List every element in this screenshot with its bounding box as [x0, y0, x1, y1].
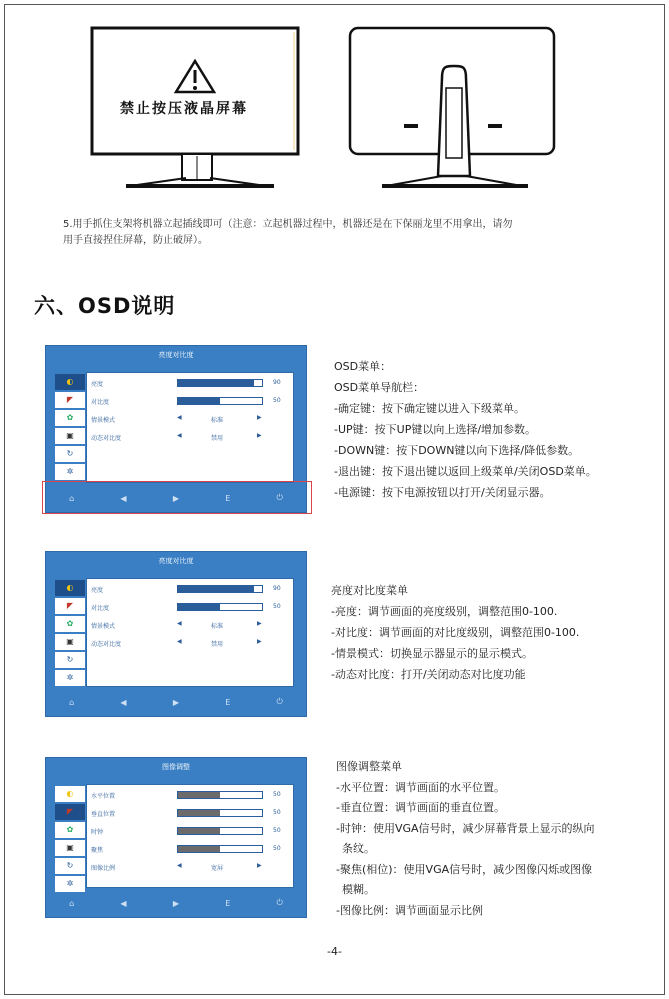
- osd-row[interactable]: [91, 789, 289, 801]
- osd-row-label: 动态对比度: [91, 641, 122, 648]
- osd-row-label: 亮度: [91, 587, 104, 594]
- description-line: 模糊。: [342, 883, 375, 896]
- warning-text: 禁止按压液晶屏幕: [120, 101, 248, 117]
- osd-content-panel: [86, 578, 294, 687]
- osd-sidebar: [55, 786, 85, 894]
- osd-row-option: 禁用: [211, 435, 224, 442]
- osd-row[interactable]: [91, 861, 289, 873]
- osd-row-option: 标准: [211, 417, 224, 424]
- osd-slider-fill: [178, 398, 220, 404]
- description-line: -聚焦(相位)：使用VGA信号时，减少图像闪烁或图像: [336, 862, 593, 876]
- page-number: -4-: [327, 945, 342, 958]
- osd-slider-fill: [178, 792, 220, 798]
- osd-row[interactable]: [91, 807, 289, 819]
- osd-row-label: 对比度: [91, 399, 110, 406]
- other-settings-icon[interactable]: ✲: [55, 464, 85, 480]
- left-arrow-icon[interactable]: ◀: [177, 862, 182, 869]
- osd-slider[interactable]: [177, 791, 263, 799]
- osd-settings-icon[interactable]: ▣: [55, 840, 85, 856]
- nav-highlight-box: [42, 481, 312, 514]
- description-line: -图像比例：调节画面显示比例: [336, 903, 483, 917]
- osd-slider-fill: [178, 828, 220, 834]
- osd-row-value: 50: [273, 845, 281, 852]
- osd-row-label: 水平位置: [91, 793, 116, 800]
- osd-row[interactable]: [91, 431, 289, 443]
- osd-slider[interactable]: [177, 379, 263, 387]
- osd-row-option: 禁用: [211, 641, 224, 648]
- description-line: 亮度对比度菜单: [331, 584, 408, 597]
- osd-settings-icon[interactable]: ▣: [55, 634, 85, 650]
- osd-content-panel: [86, 372, 294, 483]
- caution-text: [63, 217, 513, 249]
- right-arrow-icon[interactable]: ▶: [257, 638, 262, 645]
- osd-row-label: 对比度: [91, 605, 110, 612]
- osd-slider-fill: [178, 380, 254, 386]
- right-icon[interactable]: ▶: [172, 898, 179, 908]
- right-icon[interactable]: ▶: [172, 493, 179, 503]
- osd-row-value: 50: [273, 827, 281, 834]
- left-icon[interactable]: ◀: [120, 493, 127, 503]
- osd-title: 图像调整: [162, 763, 190, 771]
- description-line: 条纹。: [342, 842, 375, 855]
- right-arrow-icon[interactable]: ▶: [257, 862, 262, 869]
- left-arrow-icon[interactable]: ◀: [177, 620, 182, 627]
- right-arrow-icon[interactable]: ▶: [257, 620, 262, 627]
- section-title: 六、OSD说明: [34, 294, 176, 318]
- osd-sidebar: [55, 374, 85, 482]
- exit-icon[interactable]: E: [225, 697, 231, 707]
- osd-row-value: 90: [273, 585, 281, 592]
- right-arrow-icon[interactable]: ▶: [257, 414, 262, 421]
- description-line: OSD菜单导航栏：: [334, 381, 425, 394]
- osd-row-label: 聚焦: [91, 847, 104, 854]
- power-icon[interactable]: ⏻: [276, 898, 283, 907]
- description-line: -亮度：调节画面的亮度级别，调整范围0-100.: [331, 605, 558, 618]
- osd-row[interactable]: [91, 637, 289, 649]
- osd-row[interactable]: [91, 843, 289, 855]
- left-arrow-icon[interactable]: ◀: [177, 432, 182, 439]
- osd-row-value: 50: [273, 809, 281, 816]
- reset-icon[interactable]: ↻: [55, 858, 85, 874]
- color-icon[interactable]: ✿: [55, 410, 85, 426]
- color-icon[interactable]: ✿: [55, 822, 85, 838]
- other-settings-icon[interactable]: ✲: [55, 670, 85, 686]
- description-line: -确定键：按下确定键以进入下级菜单。: [334, 402, 525, 415]
- left-icon[interactable]: ◀: [120, 898, 127, 908]
- description-line: -动态对比度：打开/关闭动态对比度功能: [331, 668, 526, 681]
- home-icon[interactable]: ⌂: [69, 898, 75, 908]
- description-line: -水平位置：调节画面的水平位置。: [336, 780, 505, 794]
- osd-row-label: 情景模式: [91, 623, 116, 630]
- caution-line-2: 用手直接捏住屏幕，防止破屏）。: [63, 235, 208, 246]
- home-icon[interactable]: ⌂: [69, 493, 75, 503]
- brightness-icon[interactable]: ◐: [55, 786, 85, 802]
- osd-row-label: 时钟: [91, 829, 104, 836]
- description-line: -退出键：按下退出键以返回上级菜单/关闭OSD菜单。: [334, 465, 597, 478]
- osd-row[interactable]: [91, 825, 289, 837]
- osd-settings-icon[interactable]: ▣: [55, 428, 85, 444]
- left-arrow-icon[interactable]: ◀: [177, 638, 182, 645]
- image-icon[interactable]: ◤: [55, 598, 85, 614]
- osd-row[interactable]: [91, 377, 289, 389]
- osd-row-value: 50: [273, 791, 281, 798]
- exit-icon[interactable]: E: [225, 898, 231, 908]
- right-arrow-icon[interactable]: ▶: [257, 432, 262, 439]
- other-settings-icon[interactable]: ✲: [55, 876, 85, 892]
- brightness-icon[interactable]: ◐: [55, 580, 85, 596]
- osd-row-label: 情景模式: [91, 417, 116, 424]
- osd-content-panel: [86, 784, 294, 888]
- description-line: -时钟：使用VGA信号时，减少屏幕背景上显示的纵向: [336, 821, 595, 835]
- osd-slider[interactable]: [177, 827, 263, 835]
- osd-row-label: 动态对比度: [91, 435, 122, 442]
- description-line: OSD菜单：: [334, 360, 392, 373]
- osd-slider[interactable]: [177, 845, 263, 853]
- osd-row-option: 标准: [211, 623, 224, 630]
- osd-title: 亮度对比度: [158, 351, 194, 359]
- description-line: -电源键：按下电源按钮以打开/关闭显示器。: [334, 486, 551, 499]
- brightness-menu-description: [331, 580, 579, 685]
- osd-row-label: 图像比例: [91, 865, 116, 872]
- monitor-back-illustration: [346, 26, 560, 194]
- osd-slider[interactable]: [177, 585, 263, 593]
- osd-row[interactable]: [91, 583, 289, 595]
- osd-row[interactable]: [91, 601, 289, 613]
- osd-slider[interactable]: [177, 603, 263, 611]
- reset-icon[interactable]: ↻: [55, 652, 85, 668]
- osd-nav-bar: [46, 893, 306, 913]
- osd-row-value: 90: [273, 379, 281, 386]
- osd-row-value: 50: [273, 603, 281, 610]
- description-line: -对比度：调节画面的对比度级别，调整范围0-100.: [331, 626, 580, 639]
- osd-row-label: 垂直位置: [91, 811, 116, 818]
- description-line: -垂直位置：调节画面的垂直位置。: [336, 801, 505, 814]
- osd-slider-fill: [178, 810, 220, 816]
- description-line: 图像调整菜单: [336, 760, 402, 773]
- right-icon[interactable]: ▶: [172, 697, 179, 707]
- osd-slider-fill: [178, 604, 220, 610]
- osd-slider-fill: [178, 586, 254, 592]
- image-menu-description: [336, 757, 595, 921]
- osd-row-label: 亮度: [91, 381, 104, 388]
- home-icon[interactable]: ⌂: [69, 697, 75, 707]
- description-line: -UP键：按下UP键以向上选择/增加参数。: [334, 423, 537, 436]
- osd-slider[interactable]: [177, 397, 263, 405]
- left-icon[interactable]: ◀: [120, 697, 127, 707]
- reset-icon[interactable]: ↻: [55, 446, 85, 462]
- description-line: -DOWN键：按下DOWN键以向下选择/降低参数。: [334, 444, 580, 457]
- power-icon[interactable]: ⏻: [276, 697, 283, 706]
- osd-panel-2: [45, 551, 307, 717]
- osd-row-option: 宽屏: [211, 865, 224, 872]
- osd-row[interactable]: [91, 395, 289, 407]
- description-line: -情景模式：切换显示器显示的显示模式。: [331, 647, 533, 660]
- osd-slider[interactable]: [177, 809, 263, 817]
- brightness-icon[interactable]: ◐: [55, 374, 85, 390]
- osd-row[interactable]: [91, 413, 289, 425]
- image-icon[interactable]: ◤: [55, 804, 85, 820]
- osd-row[interactable]: [91, 619, 289, 631]
- osd-row-value: 50: [273, 397, 281, 404]
- osd-sidebar: [55, 580, 85, 688]
- caution-line-1: 5.用手抓住支架将机器立起插线即可（注意：立起机器过程中，机器还是在下保丽龙里不用拿出，请勿: [63, 219, 513, 230]
- osd-slider-fill: [178, 846, 220, 852]
- power-icon[interactable]: ⏻: [276, 493, 283, 502]
- osd-panel-3: [45, 757, 307, 918]
- osd-nav-bar: [46, 692, 306, 712]
- image-icon[interactable]: ◤: [55, 392, 85, 408]
- exit-icon[interactable]: E: [225, 493, 231, 503]
- osd-menu-description: [334, 356, 597, 503]
- left-arrow-icon[interactable]: ◀: [177, 414, 182, 421]
- color-icon[interactable]: ✿: [55, 616, 85, 632]
- osd-title: 亮度对比度: [158, 557, 194, 565]
